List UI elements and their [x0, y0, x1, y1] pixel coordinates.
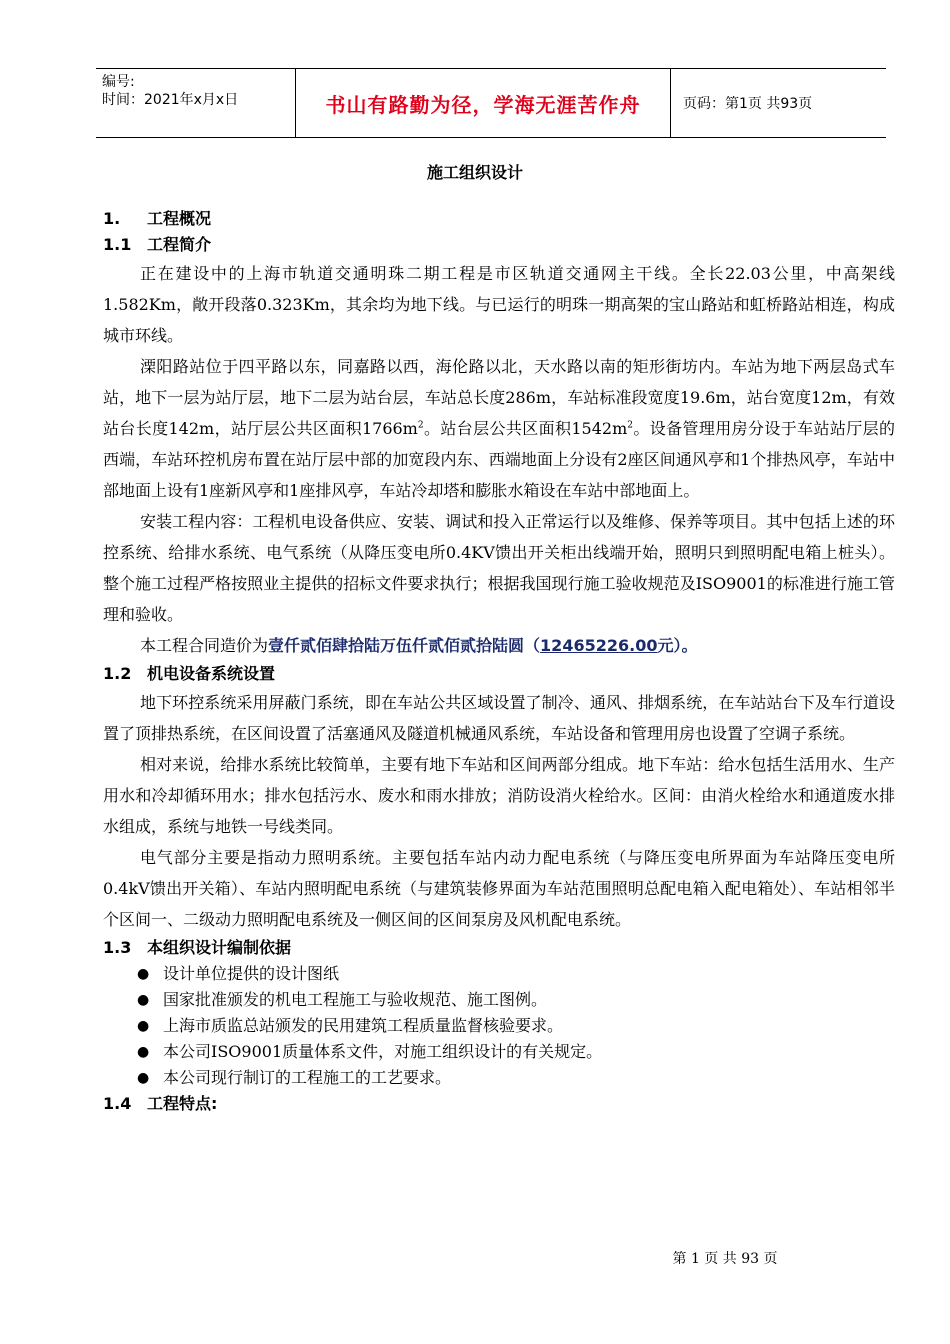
list-item: ● 本公司现行制订的工程施工的工艺要求。 — [103, 1065, 895, 1091]
list-item: ● 上海市质监总站颁发的民用建筑工程质量监督核验要求。 — [103, 1013, 895, 1039]
section-heading-1-4: 1.4 工程特点: — [103, 1094, 218, 1113]
section-heading-1-3: 1.3 本组织设计编制依据 — [103, 938, 292, 957]
section-heading-1-2: 1.2 机电设备系统设置 — [103, 664, 276, 683]
time-label: 时间：2021年x月x日 — [102, 92, 239, 108]
basis-list — [103, 961, 895, 1091]
paragraph: 安装工程内容：工程机电设备供应、安装、调试和投入正常运行以及维修、保养等项目。其中包括上述的环控系统、给排水系统、电气系统（从降压变电所0.4KV馈出开关柜出线端开始，照明只到照明配电箱上桩头）。整个施工过程严格按照业主提供的招标文件要求执行；根据我国现行施工验收规范及ISO9001的标准进行施工管理和验收。 — [103, 512, 895, 624]
document-title: 施工组织设计 — [426, 163, 523, 182]
document-body — [103, 206, 895, 1117]
contract-price-paragraph: 本工程合同造价为壹仟贰佰肆拾陆万伍仟贰佰贰拾陆圆（12465226.00元）。 — [140, 636, 698, 655]
header-meta — [96, 69, 296, 137]
header-motto — [296, 69, 671, 137]
motto-text: 书山有路勤为径，学海无涯苦作舟 — [325, 92, 641, 117]
list-item: ● 国家批准颁发的机电工程施工与验收规范、施工图例。 — [103, 987, 895, 1013]
page-header — [96, 68, 886, 138]
section-heading-1: 1. 工程概况 — [103, 209, 212, 228]
paragraph: 地下环控系统采用屏蔽门系统，即在车站公共区域设置了制冷、通风、排烟系统，在车站站台下及车行道设置了顶排热系统，在区间设置了活塞通风及隧道机械通风系统，车站设备和管理用房也设置了空调子系统。 — [103, 693, 895, 743]
paragraph: 溧阳路站位于四平路以东，同嘉路以西，海伦路以北，天水路以南的矩形街坊内。车站为地下两层岛式车站，地下一层为站厅层，地下二层为站台层，车站总长度286m，车站标准段宽度19.6m，站台宽度12m，有效站台长度142m，站厅层公共区面积$1766m^2$。站台层公共区面积$1542m^2$。设备管理用房分设于车站站厅层的西端，车站环控机房布置在站厅层中部的加宽段内东、西端地面上分设有2座区间通风亭和1个排热风亭，车站中部地面上设有1座新风亭和1座排风亭，车站冷却塔和膨胀水箱设在车站中部地面上。 — [103, 357, 895, 500]
code-label: 编号: — [102, 74, 135, 90]
paragraph: 相对来说，给排水系统比较简单，主要有地下车站和区间两部分组成。地下车站：给水包括生活用水、生产用水和冷却循环用水；排水包括污水、废水和雨水排放；消防设消火栓给水。区间：由消火栓给水和通道废水排水组成，系统与地铁一号线类同。 — [103, 755, 895, 836]
paragraph: 电气部分主要是指动力照明系统。主要包括车站内动力配电系统（与降压变电所界面为车站降压变电所0.4kV馈出开关箱）、车站内照明配电系统（与建筑装修界面为车站范围照明总配电箱入配电箱处）、车站相邻半个区间一、二级动力照明配电系统及一侧区间的区间泵房及风机配电系统。 — [103, 848, 895, 929]
paragraph: 正在建设中的上海市轨道交通明珠二期工程是市区轨道交通网主干线。全长22.03公里，中高架线1.582Km，敞开段落0.323Km，其余均为地下线。与已运行的明珠一期高架的宝山路站和虹桥路站相连，构成城市环线。 — [103, 264, 895, 345]
header-page-info: 页码：第1页 共93页 — [683, 96, 813, 112]
page-footer: 第 1 页 共 93 页 — [672, 1251, 778, 1267]
list-item: ● 本公司ISO9001质量体系文件，对施工组织设计的有关规定。 — [103, 1039, 895, 1065]
list-item: ● 设计单位提供的设计图纸 — [103, 961, 895, 987]
section-heading-1-1: 1.1 工程简介 — [103, 235, 212, 254]
